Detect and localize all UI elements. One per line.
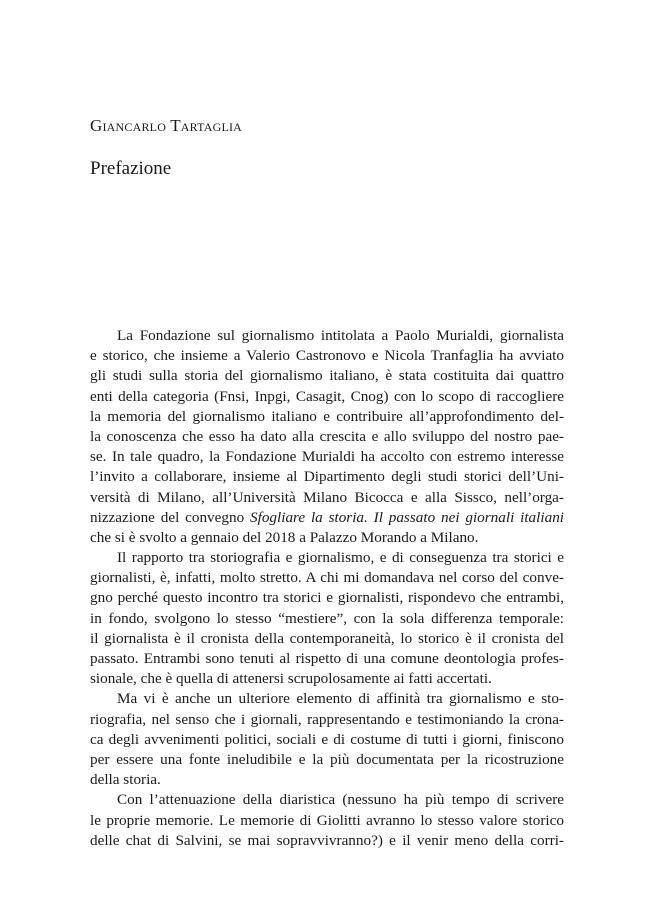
text-line: gli studi sulla storia del giornalismo italiano, è stata costituita dai quattro — [90, 367, 564, 385]
text-line: Ma vi è anche un ulteriore elemento di affinità tra giornalismo e sto- — [117, 690, 564, 708]
text-line: le proprie memorie. Le memorie di Giolitti avranno lo stesso valore storico — [90, 811, 564, 829]
text-line: riografia, nel senso che i giornali, rappresentando e testimoniando la crona- — [90, 710, 564, 728]
text-line: enti della categoria (Fnsi, Inpgi, Casagit, Cnog) con lo scopo di raccogliere — [90, 387, 564, 405]
text-line: ca degli avvenimenti politici, sociali e di costume di tutti i giorni, finiscono — [90, 730, 564, 748]
text-line: giornalisti, è, infatti, molto stretto. A chi mi domandava nel corso del conve- — [90, 569, 564, 587]
paragraph — [90, 790, 564, 851]
text-line: in fondo, svolgono lo stesso “mestiere”, con la sola differenza temporale: — [90, 609, 564, 627]
paragraph — [90, 548, 564, 689]
text-fragment: nizzazione del convegno — [90, 508, 250, 526]
text-line: La Fondazione sul giornalismo intitolata a Paolo Murialdi, giornalista — [117, 327, 564, 344]
body-text — [90, 326, 564, 851]
text-line: la conoscenza che esso ha dato alla crescita e allo sviluppo del nostro pae- — [90, 427, 564, 445]
text-line: l’invito a collaborare, insieme al Dipartimento degli studi storici dell’Uni- — [90, 468, 564, 486]
text-line: gno perché questo incontro tra storici e giornalisti, rispondevo che entrambi, — [90, 589, 564, 607]
text-line: della storia. — [90, 771, 161, 789]
paragraph — [90, 689, 564, 790]
text-line: se. In tale quadro, la Fondazione Murialdi ha accolto con estremo interesse — [90, 448, 564, 466]
text-line: Con l’attenuazione della diaristica (nessuno ha più tempo di scrivere — [117, 791, 564, 809]
author-name: Giancarlo Tartaglia — [90, 116, 243, 135]
text-line: e storico, che insieme a Valerio Castronovo e Nicola Tranfaglia ha avviato — [90, 347, 564, 365]
text-line: che si è svolto a gennaio del 2018 a Palazzo Morando a Milano. — [90, 528, 479, 546]
paragraph — [90, 326, 564, 548]
text-line: sionale, che è quella di attenersi scrupolosamente ai fatti accertati. — [90, 670, 492, 688]
text-line: versità di Milano, all’Università Milano Bicocca e alla Sissco, nell’orga- — [90, 488, 564, 506]
text-line: Il rapporto tra storiografia e giornalismo, e di conseguenza tra storici e — [117, 549, 564, 567]
text-line: il giornalista è il cronista della contemporaneità, lo storico è il cronista del — [90, 629, 564, 647]
text-line — [90, 508, 564, 528]
text-line: passato. Entrambi sono tenuti al rispetto di una comune deontologia profes- — [90, 650, 564, 667]
text-line: delle chat di Salvini, se mai sopravvivranno?) e il venir meno della corri- — [90, 831, 564, 849]
text-line: per essere una fonte ineludibile e la più documentata per la ricostruzione — [90, 750, 564, 768]
chapter-title: Prefazione — [90, 158, 172, 179]
text-line: la memoria del giornalismo italiano e contribuire all’approfondimento del- — [90, 407, 564, 425]
conference-title: Sfogliare la storia. Il passato nei giornali italiani — [250, 508, 565, 526]
